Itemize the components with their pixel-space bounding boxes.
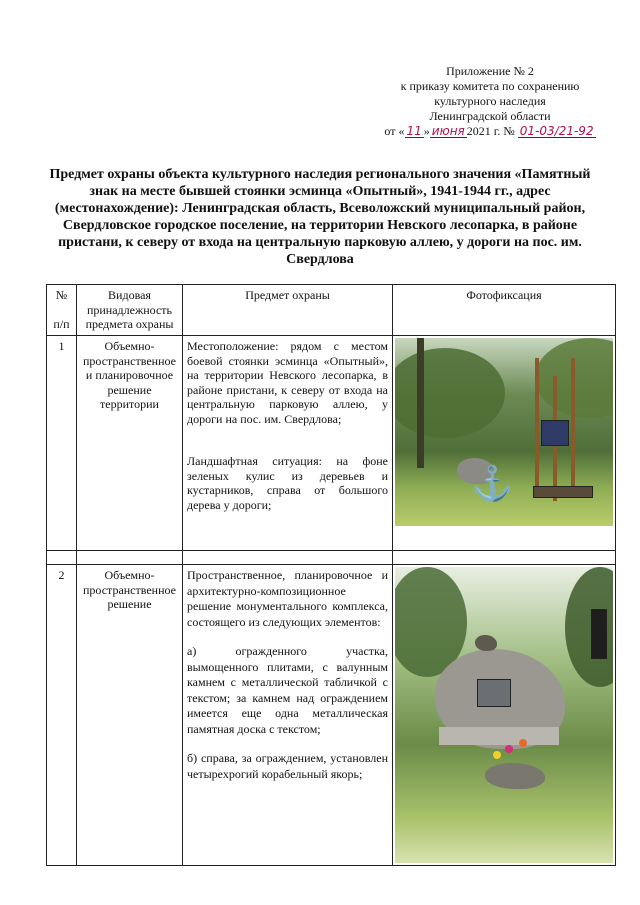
row-1-landscape-text: Ландшафтная ситуация: на фоне зеленых кулис из деревьев и кустарников, справа от большого дерева у дороги; bbox=[187, 454, 388, 512]
row-1-num: 1 bbox=[47, 336, 77, 551]
table-row-gap bbox=[47, 551, 616, 565]
annex-line-4: Ленинградской области bbox=[429, 109, 551, 123]
row-2-photo-cell bbox=[393, 565, 616, 866]
protection-table bbox=[46, 284, 616, 866]
handwritten-order-number: 01-03/21-92 bbox=[519, 124, 594, 138]
row-1-location-text: Местоположение: рядом с местом боевой стоянки эсминца «Опытный», на территории Невского лесопарка, в районе пристани, к северу от входа на центральную парковую аллею, у дороги на пос. им. Свердлова; bbox=[187, 339, 388, 426]
handwritten-day: 11 bbox=[406, 124, 422, 138]
year-text: 2021 г. № bbox=[466, 124, 515, 138]
date-prefix: от « bbox=[384, 124, 405, 138]
row-1-kind: Объемно-пространственное и планировочное решение территории bbox=[77, 336, 183, 551]
row-2-num: 2 bbox=[47, 565, 77, 866]
row-2-item-a-text: а) огражденного участка, вымощенного плитами, с валунным камнем с металлической табличкой с текстом; за камнем над ограждением имеется еще одна металлическая памятная доска с текстом; bbox=[187, 644, 388, 736]
header-num: № п/п bbox=[47, 285, 77, 336]
monument-photo-2 bbox=[395, 567, 613, 863]
annex-block bbox=[360, 64, 620, 139]
row-2-subject bbox=[183, 565, 393, 866]
date-mid: » bbox=[423, 124, 430, 138]
monument-photo-1: ⚓ bbox=[395, 338, 613, 526]
row-2-item-b-text: б) справа, за ограждением, установлен четырехрогий корабельный якорь; bbox=[187, 751, 388, 781]
annex-line-3: культурного наследия bbox=[434, 94, 546, 108]
row-1-subject bbox=[183, 336, 393, 551]
document-title: Предмет охраны объекта культурного наследия регионального значения «Памятный знак на месте бывшей стоянки эсминца «Опытный», 1941-1944 гг., адрес (местонахождение): Ленинградская область, Всеволожский муниципальный район, Свердловское городское поселение, на территории Невского лесопарка, в районе пристани, к северу от входа на центральную парковую аллею, у дороги на пос. им. Свердлова bbox=[49, 167, 591, 267]
header-photo: Фотофиксация bbox=[393, 285, 616, 336]
table-header-row bbox=[47, 285, 616, 336]
header-kind: Видовая принадлежность предмета охраны bbox=[77, 285, 183, 336]
table-row bbox=[47, 565, 616, 866]
row-2-composition-text: Пространственное, планировочное и архитектурно-композиционное решение монументального комплекса, состоящего из следующих элементов: bbox=[187, 568, 388, 629]
annex-line-1: Приложение № 2 bbox=[446, 64, 534, 78]
handwritten-month: июня bbox=[431, 124, 465, 138]
row-1-photo-cell bbox=[393, 336, 616, 551]
header-subject: Предмет охраны bbox=[183, 285, 393, 336]
annex-date-line bbox=[360, 124, 620, 139]
annex-line-2: к приказу комитета по сохранению bbox=[400, 79, 580, 93]
row-2-kind: Объемно-пространственное решение bbox=[77, 565, 183, 866]
table-row bbox=[47, 336, 616, 551]
